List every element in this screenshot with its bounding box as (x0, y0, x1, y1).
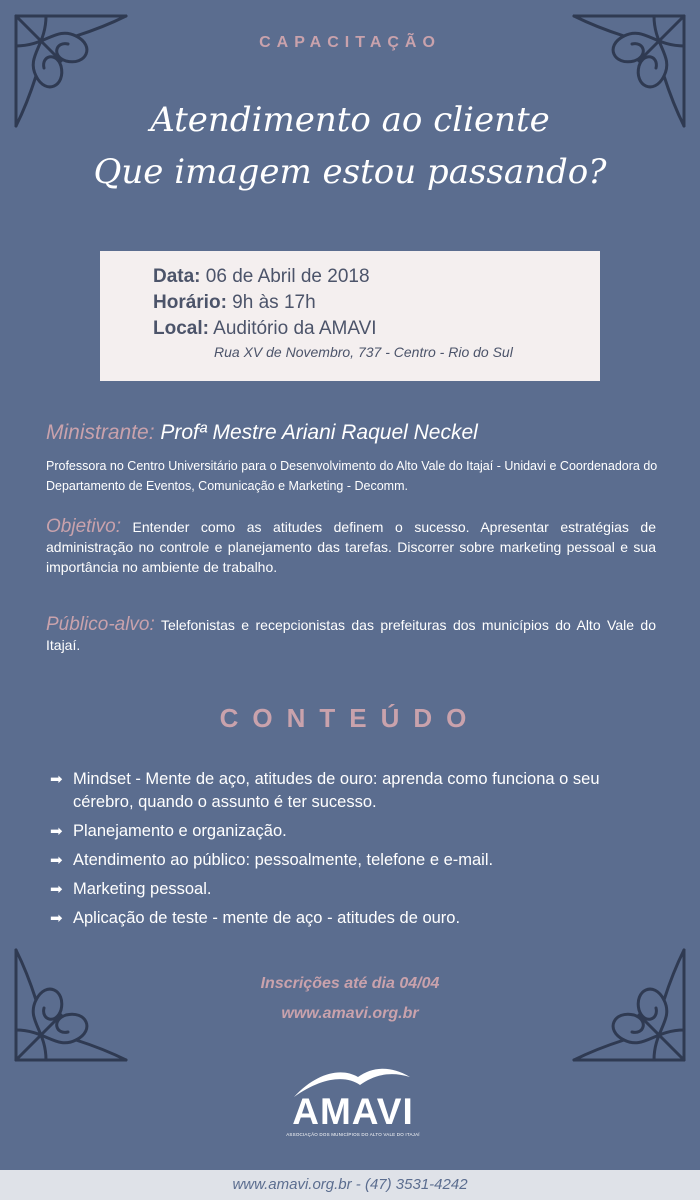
website-link[interactable]: www.amavi.org.br (281, 1005, 419, 1022)
list-item (50, 878, 650, 901)
kicker-label: CAPACITAÇÃO (259, 34, 441, 51)
objetivo-section (46, 517, 656, 577)
ministrante-name: Profª Mestre Ariani Raquel Neckel (154, 421, 478, 444)
date-label: Data: (153, 266, 201, 287)
footer-bar (0, 1170, 700, 1200)
publico-section (46, 615, 656, 655)
list-item-text: Aplicação de teste - mente de aço - atitudes de ouro. (73, 909, 461, 927)
footer-contact: www.amavi.org.br - (47) 3531-4242 (232, 1176, 468, 1193)
list-item (50, 768, 650, 814)
place-value: Auditório da AMAVI (208, 318, 377, 339)
list-item (50, 820, 650, 843)
list-item (50, 849, 650, 872)
registration-deadline: Inscrições até dia 04/04 (260, 975, 440, 992)
amavi-logo (286, 1063, 420, 1145)
title-line-2: Que imagem estou passando? (93, 152, 607, 192)
list-item-text: Marketing pessoal. (73, 880, 212, 898)
address: Rua XV de Novembro, 737 - Centro - Rio do Sul (214, 344, 513, 360)
date-value: 06 de Abril de 2018 (200, 266, 370, 287)
place-line (153, 318, 377, 340)
publico-text: Telefonistas e recepcionistas das prefeituras dos municípios do Alto Vale do Itajaí. (46, 617, 656, 653)
time-line (153, 292, 316, 314)
ministrante-label: Ministrante: (46, 421, 155, 444)
list-item-text: Atendimento ao público: pessoalmente, telefone e e-mail. (73, 851, 494, 869)
arrow-right-icon: ➡ (50, 910, 63, 927)
list-item (50, 907, 650, 930)
arrow-right-icon: ➡ (50, 771, 63, 788)
objetivo-text: Entender como as atitudes definem o sucesso. Apresentar estratégias de administração no controle e planejamento das tarefas. Discorrer sobre marketing pessoal e sua importância no ambiente de trabalho. (46, 519, 656, 575)
conteudo-list (50, 768, 650, 936)
publico-label: Público-alvo: (46, 614, 155, 635)
time-value: 9h às 17h (226, 292, 316, 313)
list-item-text: Planejamento e organização. (73, 822, 287, 840)
ministrante-heading (46, 421, 478, 445)
arrow-right-icon: ➡ (50, 881, 63, 898)
list-item-text: Mindset - Mente de aço, atitudes de ouro: aprenda como funciona o seu cérebro, quando o assunto é ter sucesso. (73, 770, 600, 811)
arrow-right-icon: ➡ (50, 852, 63, 869)
objetivo-label: Objetivo: (46, 516, 121, 537)
time-label: Horário: (153, 292, 227, 313)
place-label: Local: (153, 318, 209, 339)
ministrante-bio: Professora no Centro Universitário para o Desenvolvimento do Alto Vale do Itajaí - Unidavi e Coordenadora do Departamento de Eventos, Comunicação e Marketing - Decomm. (46, 459, 658, 493)
logo-wordmark: AMAVI (292, 1091, 414, 1132)
conteudo-heading: CONTEÚDO (219, 703, 481, 733)
date-line (153, 266, 370, 288)
arrow-right-icon: ➡ (50, 823, 63, 840)
logo-tagline: ASSOCIAÇÃO DOS MUNICÍPIOS DO ALTO VALE DO ITAJAÍ (286, 1132, 420, 1137)
event-info-box (100, 251, 600, 381)
title-line-1: Atendimento ao cliente (150, 100, 550, 140)
